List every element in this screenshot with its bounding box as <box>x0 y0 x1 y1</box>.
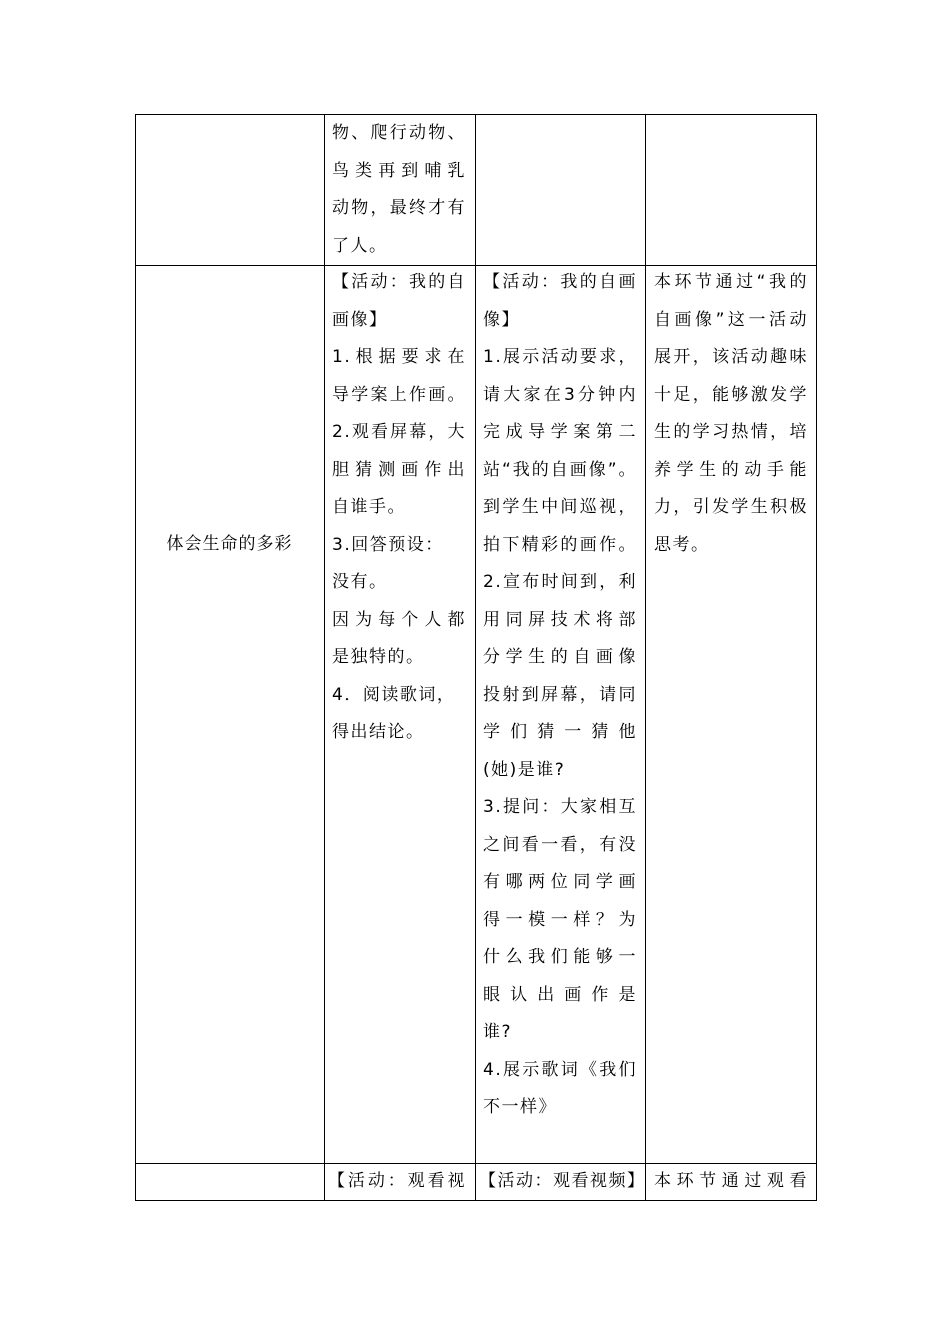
text-line: 生的学习热情，培 <box>654 422 808 442</box>
text-line: 有哪两位同学画 <box>483 872 637 892</box>
text-line: 十足，能够激发学 <box>654 384 808 405</box>
table-border-top <box>135 114 817 115</box>
text-line: 本环节通过观看 <box>654 1171 808 1191</box>
text-line: 请大家在3分钟内 <box>483 384 637 405</box>
text-line: 力，引发学生积极 <box>654 497 808 517</box>
text-line: 2.宣布时间到，利 <box>483 572 637 592</box>
stage-title-text: 体会生命的多彩 <box>166 534 293 554</box>
design-intent-cell <box>654 264 808 564</box>
row1-student-cell <box>332 115 466 265</box>
text-line: 本环节通过“我的 <box>654 272 808 292</box>
text-line: 得出结论。 <box>332 722 425 742</box>
row3-teacher-cell <box>479 1163 646 1201</box>
text-line: 4.展示歌词《我们 <box>483 1059 637 1080</box>
student-activity-cell <box>332 264 466 752</box>
column-divider <box>324 114 325 1201</box>
text-line: 不一样》 <box>483 1097 557 1117</box>
text-line: 导学案上作画。 <box>332 384 466 405</box>
text-line: 自谁手。 <box>332 497 406 517</box>
text-line: 思考。 <box>654 534 710 555</box>
column-divider <box>645 114 646 1201</box>
text-line: 3.回答预设： <box>332 534 444 555</box>
text-line: 拍下精彩的画作。 <box>483 534 637 555</box>
text-line: 【活动：我的自画 <box>483 272 637 292</box>
text-line: 【活动：我的自 <box>332 272 466 292</box>
stage-title <box>135 526 324 564</box>
text-line: 3.提问：大家相互 <box>483 797 637 817</box>
text-line: 分学生的自画像 <box>483 647 637 667</box>
text-line: 像】 <box>483 309 520 330</box>
text-line: 【活动：观看视频】 <box>479 1171 646 1191</box>
text-line: 是独特的。 <box>332 647 425 667</box>
text-line: 4．阅读歌词， <box>332 684 456 705</box>
text-line: 学们猜一猜他 <box>483 722 637 742</box>
text-line: 动物，最终才有 <box>332 198 466 218</box>
text-line: 因为每个人都 <box>332 609 466 630</box>
text-line: 自画像”这一活动 <box>654 309 808 330</box>
text-line: 鸟类再到哺乳 <box>332 160 466 181</box>
text-line: (她)是谁? <box>483 759 566 780</box>
column-divider <box>135 114 136 1201</box>
text-line: 画像】 <box>332 309 388 330</box>
text-line: 胆猜测画作出 <box>332 459 466 480</box>
text-line: 1.展示活动要求， <box>483 347 637 367</box>
text-line: 用同屏技术将部 <box>483 609 637 630</box>
text-line: 到学生中间巡视， <box>483 497 637 517</box>
column-divider <box>475 114 476 1201</box>
teacher-activity-cell <box>483 264 637 1127</box>
column-divider <box>816 114 817 1201</box>
text-line: 完成导学案第二 <box>483 422 637 442</box>
text-line: 之间看一看，有没 <box>483 834 637 855</box>
text-line: 站“我的自画像”。 <box>483 459 637 480</box>
row3-intent-cell <box>654 1163 808 1201</box>
text-line: 投射到屏幕，请同 <box>483 684 637 705</box>
text-line: 什么我们能够一 <box>483 947 637 967</box>
text-line: 得一模一样？为 <box>483 909 637 930</box>
row3-student-cell <box>328 1163 466 1201</box>
text-line: 2.观看屏幕，大 <box>332 422 466 442</box>
text-line: 物、爬行动物、 <box>332 123 466 143</box>
text-line: 1.根据要求在 <box>332 347 466 367</box>
text-line: 展开，该活动趣味 <box>654 347 808 367</box>
lesson-plan-table <box>135 114 817 1201</box>
text-line: 【活动：观看视 <box>328 1171 466 1191</box>
text-line: 眼认出画作是 <box>483 984 637 1005</box>
text-line: 了人。 <box>332 235 388 256</box>
text-line: 养学生的动手能 <box>654 459 808 480</box>
text-line: 没有。 <box>332 572 388 592</box>
text-line: 谁? <box>483 1022 513 1042</box>
